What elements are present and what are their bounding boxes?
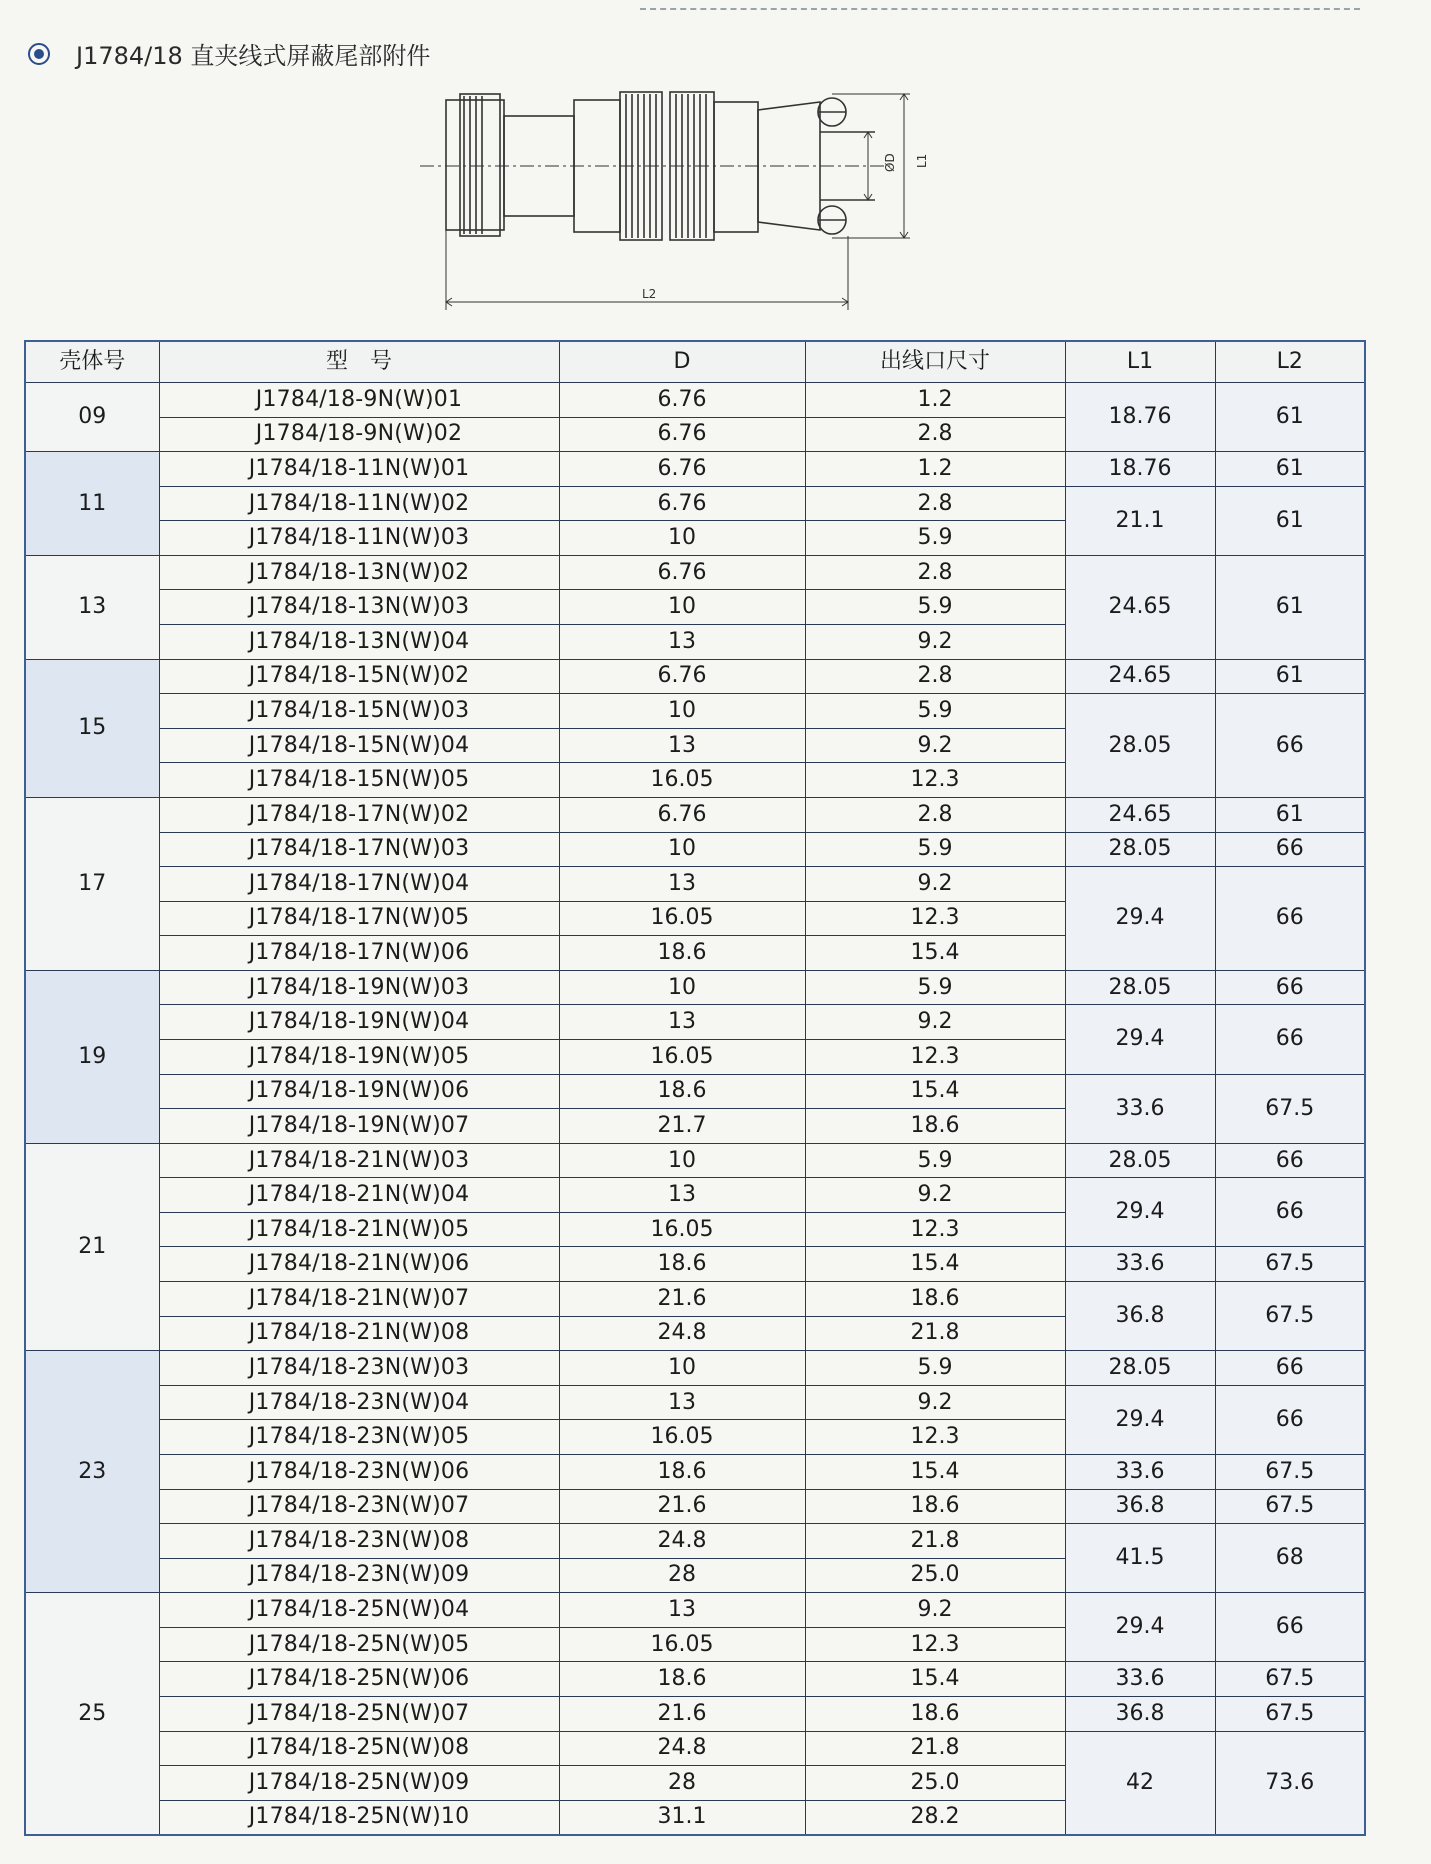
l1-cell: 28.05 [1065,694,1215,798]
outlet-size-cell: 9.2 [805,867,1065,902]
diameter-cell: 16.05 [559,1039,805,1074]
table-row [25,1178,1365,1213]
table-body [25,383,1365,1836]
outlet-size-cell: 2.8 [805,417,1065,452]
l2-cell: 67.5 [1215,1074,1365,1143]
model-cell: J1784/18-21N(W)06 [159,1247,559,1282]
outlet-size-cell: 15.4 [805,936,1065,971]
model-cell: J1784/18-15N(W)03 [159,694,559,729]
l1-cell: 24.65 [1065,797,1215,832]
table-row [25,1731,1365,1766]
diameter-cell: 13 [559,625,805,660]
diameter-cell: 21.6 [559,1696,805,1731]
outlet-size-cell: 5.9 [805,590,1065,625]
l1-cell: 29.4 [1065,1005,1215,1074]
l1-cell: 33.6 [1065,1074,1215,1143]
outlet-size-cell: 9.2 [805,1385,1065,1420]
drawing-label-d: ØD [883,153,897,172]
l1-cell: 29.4 [1065,1178,1215,1247]
l1-cell: 28.05 [1065,1351,1215,1386]
model-cell: J1784/18-21N(W)03 [159,1143,559,1178]
shell-size-cell: 25 [25,1593,159,1835]
drawing-left-nut [460,94,500,236]
table-row [25,1454,1365,1489]
l2-cell: 66 [1215,832,1365,867]
outlet-size-cell: 12.3 [805,1039,1065,1074]
outlet-size-cell: 9.2 [805,625,1065,660]
l2-cell: 67.5 [1215,1454,1365,1489]
table-row [25,694,1365,729]
model-cell: J1784/18-17N(W)04 [159,867,559,902]
outlet-size-cell: 18.6 [805,1109,1065,1144]
outlet-size-cell: 12.3 [805,1212,1065,1247]
outlet-size-cell: 5.9 [805,1143,1065,1178]
model-cell: J1784/18-25N(W)09 [159,1766,559,1801]
model-cell: J1784/18-21N(W)05 [159,1212,559,1247]
outlet-size-cell: 12.3 [805,901,1065,936]
diameter-cell: 6.76 [559,659,805,694]
table-row [25,1351,1365,1386]
diameter-cell: 6.76 [559,417,805,452]
outlet-size-cell: 5.9 [805,1351,1065,1386]
l1-cell: 33.6 [1065,1662,1215,1697]
header-l2: L2 [1215,341,1365,383]
table-row [25,832,1365,867]
model-cell: J1784/18-17N(W)02 [159,797,559,832]
l2-cell: 66 [1215,1593,1365,1662]
bullseye-icon [28,43,50,65]
model-cell: J1784/18-25N(W)10 [159,1800,559,1835]
l2-cell: 66 [1215,1143,1365,1178]
table-row [25,486,1365,521]
model-cell: J1784/18-15N(W)04 [159,728,559,763]
diameter-cell: 21.7 [559,1109,805,1144]
outlet-size-cell: 1.2 [805,383,1065,418]
outlet-size-cell: 21.8 [805,1524,1065,1559]
l2-cell: 61 [1215,486,1365,555]
model-cell: J1784/18-25N(W)08 [159,1731,559,1766]
model-cell: J1784/18-13N(W)04 [159,625,559,660]
model-cell: J1784/18-21N(W)08 [159,1316,559,1351]
l1-cell: 36.8 [1065,1282,1215,1351]
model-cell: J1784/18-13N(W)03 [159,590,559,625]
outlet-size-cell: 15.4 [805,1247,1065,1282]
l1-cell: 21.1 [1065,486,1215,555]
shell-size-cell: 19 [25,970,159,1143]
diameter-cell: 10 [559,832,805,867]
model-cell: J1784/18-23N(W)09 [159,1558,559,1593]
diameter-cell: 16.05 [559,1212,805,1247]
l1-cell: 36.8 [1065,1489,1215,1524]
diameter-cell: 13 [559,1385,805,1420]
header-shell: 壳体号 [25,341,159,383]
shell-size-cell: 09 [25,383,159,452]
table-row [25,452,1365,487]
l2-cell: 66 [1215,1351,1365,1386]
outlet-size-cell: 25.0 [805,1766,1065,1801]
table-row [25,1593,1365,1628]
table-row [25,1143,1365,1178]
l2-cell: 67.5 [1215,1662,1365,1697]
table-row [25,659,1365,694]
diameter-cell: 21.6 [559,1282,805,1317]
diameter-cell: 6.76 [559,555,805,590]
l2-cell: 61 [1215,555,1365,659]
l1-cell: 33.6 [1065,1454,1215,1489]
page-title: J1784/18 直夹线式屏蔽尾部附件 [76,42,431,70]
model-cell: J1784/18-9N(W)01 [159,383,559,418]
model-cell: J1784/18-15N(W)05 [159,763,559,798]
spec-table [24,340,1366,1836]
shell-size-cell: 13 [25,555,159,659]
table-row [25,1282,1365,1317]
diameter-cell: 13 [559,1005,805,1040]
model-cell: J1784/18-23N(W)07 [159,1489,559,1524]
outlet-size-cell: 15.4 [805,1662,1065,1697]
table-row [25,1696,1365,1731]
l1-cell: 18.76 [1065,383,1215,452]
shell-size-cell: 11 [25,452,159,556]
outlet-size-cell: 9.2 [805,1178,1065,1213]
connector-drawing [420,86,980,316]
table-row [25,383,1365,418]
l2-cell: 61 [1215,452,1365,487]
section-heading [28,36,430,71]
model-cell: J1784/18-23N(W)08 [159,1524,559,1559]
table-row [25,1385,1365,1420]
l1-cell: 29.4 [1065,1385,1215,1454]
diameter-cell: 10 [559,521,805,556]
model-cell: J1784/18-19N(W)03 [159,970,559,1005]
diameter-cell: 18.6 [559,936,805,971]
model-cell: J1784/18-23N(W)03 [159,1351,559,1386]
table-row [25,1489,1365,1524]
l2-cell: 61 [1215,659,1365,694]
diameter-cell: 31.1 [559,1800,805,1835]
diameter-cell: 24.8 [559,1731,805,1766]
outlet-size-cell: 1.2 [805,452,1065,487]
l1-cell: 28.05 [1065,832,1215,867]
model-cell: J1784/18-11N(W)03 [159,521,559,556]
outlet-size-cell: 2.8 [805,659,1065,694]
outlet-size-cell: 9.2 [805,1005,1065,1040]
l1-cell: 24.65 [1065,555,1215,659]
outlet-size-cell: 5.9 [805,694,1065,729]
l2-cell: 61 [1215,383,1365,452]
l2-cell: 61 [1215,797,1365,832]
model-cell: J1784/18-19N(W)06 [159,1074,559,1109]
model-cell: J1784/18-19N(W)07 [159,1109,559,1144]
l1-cell: 41.5 [1065,1524,1215,1593]
l2-cell: 67.5 [1215,1489,1365,1524]
l2-cell: 66 [1215,1178,1365,1247]
table-row [25,1074,1365,1109]
diameter-cell: 28 [559,1766,805,1801]
header-model: 型 号 [159,341,559,383]
model-cell: J1784/18-23N(W)06 [159,1454,559,1489]
drawing-label-l1: L1 [915,153,929,168]
model-cell: J1784/18-21N(W)07 [159,1282,559,1317]
outlet-size-cell: 21.8 [805,1731,1065,1766]
shell-size-cell: 21 [25,1143,159,1350]
diameter-cell: 10 [559,1143,805,1178]
outlet-size-cell: 9.2 [805,728,1065,763]
l1-cell: 29.4 [1065,1593,1215,1662]
l1-cell: 36.8 [1065,1696,1215,1731]
model-cell: J1784/18-13N(W)02 [159,555,559,590]
outlet-size-cell: 5.9 [805,970,1065,1005]
outlet-size-cell: 18.6 [805,1489,1065,1524]
diameter-cell: 10 [559,970,805,1005]
model-cell: J1784/18-15N(W)02 [159,659,559,694]
outlet-size-cell: 5.9 [805,521,1065,556]
outlet-size-cell: 12.3 [805,1420,1065,1455]
model-cell: J1784/18-19N(W)05 [159,1039,559,1074]
diameter-cell: 6.76 [559,797,805,832]
outlet-size-cell: 2.8 [805,486,1065,521]
diameter-cell: 18.6 [559,1662,805,1697]
model-cell: J1784/18-23N(W)04 [159,1385,559,1420]
model-cell: J1784/18-25N(W)07 [159,1696,559,1731]
outlet-size-cell: 18.6 [805,1282,1065,1317]
l2-cell: 67.5 [1215,1282,1365,1351]
l1-cell: 28.05 [1065,1143,1215,1178]
drawing-label-l2: L2 [642,287,657,301]
l2-cell: 67.5 [1215,1247,1365,1282]
table-row [25,1005,1365,1040]
model-cell: J1784/18-11N(W)02 [159,486,559,521]
model-cell: J1784/18-23N(W)05 [159,1420,559,1455]
outlet-size-cell: 28.2 [805,1800,1065,1835]
l1-cell: 24.65 [1065,659,1215,694]
outlet-size-cell: 9.2 [805,1593,1065,1628]
l1-cell: 18.76 [1065,452,1215,487]
outlet-size-cell: 25.0 [805,1558,1065,1593]
table-row [25,1662,1365,1697]
outlet-size-cell: 18.6 [805,1696,1065,1731]
diameter-cell: 10 [559,1351,805,1386]
header-d: D [559,341,805,383]
model-cell: J1784/18-17N(W)05 [159,901,559,936]
l2-cell: 68 [1215,1524,1365,1593]
table-header-row [25,341,1365,383]
outlet-size-cell: 2.8 [805,797,1065,832]
model-cell: J1784/18-11N(W)01 [159,452,559,487]
table-row [25,1524,1365,1559]
drawing-left-body [446,100,504,230]
outlet-size-cell: 15.4 [805,1074,1065,1109]
diameter-cell: 16.05 [559,763,805,798]
model-cell: J1784/18-9N(W)02 [159,417,559,452]
l2-cell: 66 [1215,1005,1365,1074]
l1-cell: 28.05 [1065,970,1215,1005]
drawing-rear-body [714,102,758,232]
diameter-cell: 10 [559,590,805,625]
outlet-size-cell: 5.9 [805,832,1065,867]
diameter-cell: 24.8 [559,1316,805,1351]
shell-size-cell: 17 [25,797,159,970]
diameter-cell: 16.05 [559,901,805,936]
diameter-cell: 24.8 [559,1524,805,1559]
model-cell: J1784/18-25N(W)06 [159,1662,559,1697]
outlet-size-cell: 21.8 [805,1316,1065,1351]
l2-cell: 66 [1215,1385,1365,1454]
l2-cell: 67.5 [1215,1696,1365,1731]
header-outlet: 出线口尺寸 [805,341,1065,383]
diameter-cell: 18.6 [559,1454,805,1489]
diameter-cell: 10 [559,694,805,729]
diameter-cell: 13 [559,1593,805,1628]
model-cell: J1784/18-17N(W)03 [159,832,559,867]
model-cell: J1784/18-25N(W)04 [159,1593,559,1628]
l1-cell: 42 [1065,1731,1215,1835]
diameter-cell: 18.6 [559,1247,805,1282]
header-l1: L1 [1065,341,1215,383]
l2-cell: 66 [1215,694,1365,798]
model-cell: J1784/18-25N(W)05 [159,1627,559,1662]
table-row [25,797,1365,832]
diameter-cell: 13 [559,1178,805,1213]
table-row [25,970,1365,1005]
diameter-cell: 6.76 [559,486,805,521]
diameter-cell: 6.76 [559,452,805,487]
l1-cell: 29.4 [1065,867,1215,971]
diameter-cell: 6.76 [559,383,805,418]
diameter-cell: 18.6 [559,1074,805,1109]
outlet-size-cell: 15.4 [805,1454,1065,1489]
model-cell: J1784/18-19N(W)04 [159,1005,559,1040]
outlet-size-cell: 12.3 [805,1627,1065,1662]
outlet-size-cell: 2.8 [805,555,1065,590]
diameter-cell: 16.05 [559,1420,805,1455]
diameter-cell: 21.6 [559,1489,805,1524]
model-cell: J1784/18-21N(W)04 [159,1178,559,1213]
model-cell: J1784/18-17N(W)06 [159,936,559,971]
l1-cell: 33.6 [1065,1247,1215,1282]
shell-size-cell: 23 [25,1351,159,1593]
table-row [25,1247,1365,1282]
outlet-size-cell: 12.3 [805,763,1065,798]
l2-cell: 73.6 [1215,1731,1365,1835]
l2-cell: 66 [1215,970,1365,1005]
l2-cell: 66 [1215,867,1365,971]
diameter-cell: 13 [559,728,805,763]
shell-size-cell: 15 [25,659,159,797]
top-dashed-rule [640,8,1360,10]
diameter-cell: 13 [559,867,805,902]
diameter-cell: 16.05 [559,1627,805,1662]
table-row [25,867,1365,902]
diameter-cell: 28 [559,1558,805,1593]
table-row [25,555,1365,590]
